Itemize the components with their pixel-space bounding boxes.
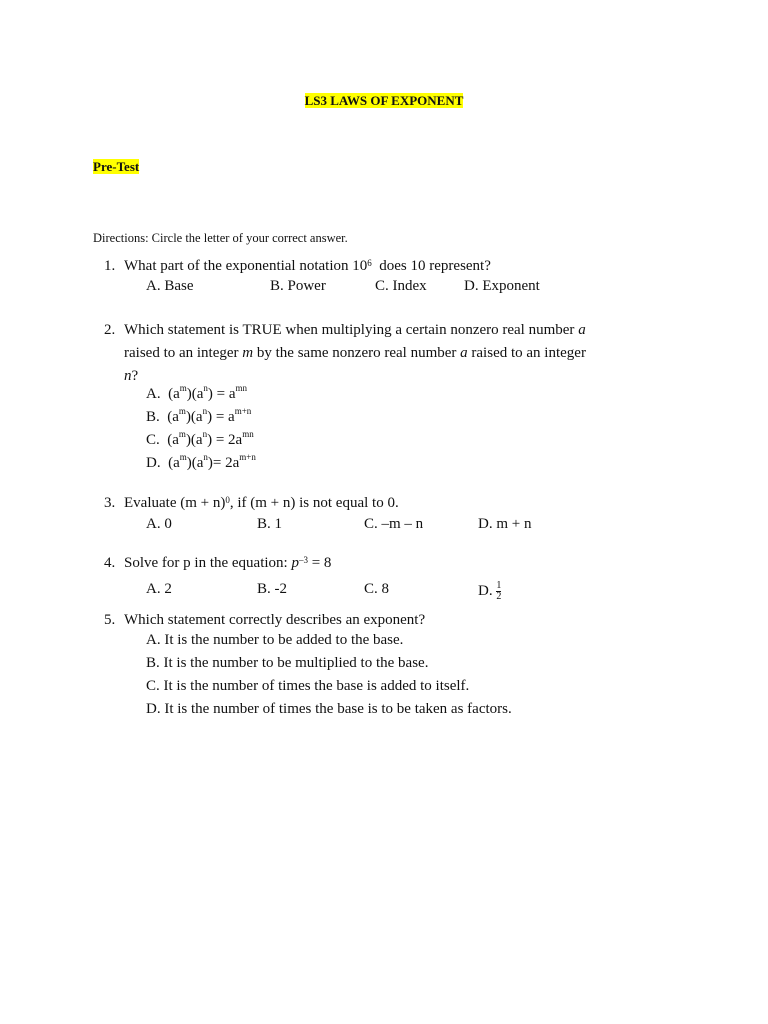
document-title: LS3 LAWS OF EXPONENT [304,93,464,108]
option-b: B. 1 [257,516,283,532]
option-a: A. 0 [146,516,172,532]
question-number: 5. [104,612,116,628]
question-text-line-2: raised to an integer m by the same nonzero real number a raised to an integer [124,345,586,361]
directions-text: Directions: Circle the letter of your correct answer. [93,231,348,245]
option-c: C. 8 [364,581,390,597]
question-text: Which statement correctly describes an exponent? [124,612,426,628]
question-text: What part of the exponential notation $10^6$ does 10 represent? [124,258,491,274]
option-d: D. It is the number of times the base is to be taken as factors. [146,701,512,717]
option-a: A. Base [146,278,194,294]
question-text-line-3: n? [124,368,139,384]
question-number: 3. [104,495,116,511]
question-number: 2. [104,322,116,338]
option-b: B. Power [270,278,326,294]
fraction: $\frac{1}{2}$ [496,580,502,602]
question-number: 4. [104,555,116,571]
option-b: B. -2 [257,581,287,597]
section-heading: Pre-Test [93,159,140,174]
option-a: A. It is the number to be added to the base. [146,632,404,648]
option-c: C. It is the number of times the base is added to itself. [146,678,470,694]
question-text: Solve for p in the equation: $p^{-3} = 8$ [124,555,332,571]
option-b: B. It is the number to be multiplied to the base. [146,655,429,671]
option-a: A. 2 [146,581,172,597]
question-text: Evaluate $(m + n)^0$, if (m + n) is not equal to 0. [124,495,399,511]
option-d: D. $(a^m)(a^n)= 2a^{m+n}$ [146,452,256,471]
question-number: 1. [104,258,116,274]
option-b: B. $(a^m)(a^n) = a^{m+n}$ [146,406,252,425]
option-c: C. –m – n [364,516,424,532]
option-d: D. Exponent [464,278,540,294]
option-a: A. $(a^m)(a^n) = a^{mn}$ [146,383,248,402]
option-d: D. $\frac{1}{2}$ [478,580,502,602]
option-c: C. Index [375,278,427,294]
question-text-line-1: Which statement is TRUE when multiplying a certain nonzero real number a [124,322,586,338]
option-c: C. $(a^m)(a^n) = 2a^{mn}$ [146,429,254,448]
option-d: D. m + n [478,516,532,532]
